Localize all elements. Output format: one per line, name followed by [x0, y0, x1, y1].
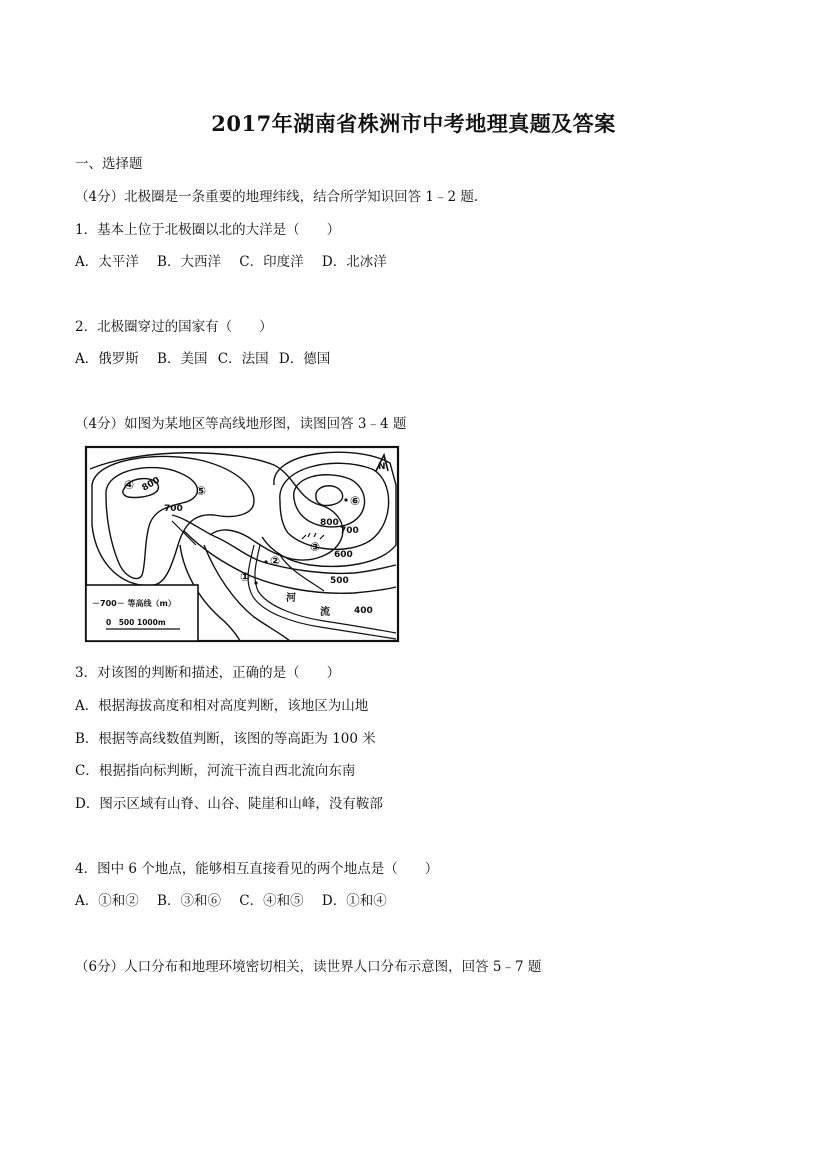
map-legend — [86, 585, 198, 641]
option: D．德国 — [278, 351, 331, 367]
question-2-options — [75, 347, 344, 367]
option: A．①和② — [75, 893, 139, 909]
point-marker-1: ① — [240, 570, 251, 584]
contour-label: 700 — [164, 504, 183, 514]
question-3-option-d: D．图示区域有山脊、山谷、陡崖和山峰，没有鞍部 — [75, 796, 383, 812]
option: A．俄罗斯 — [75, 351, 139, 367]
question-3-option-c: C．根据指向标判断，河流干流自西北流向东南 — [75, 763, 356, 779]
page-title: 2017年湖南省株洲市中考地理真题及答案 — [211, 111, 616, 136]
contour-label: 500 — [330, 576, 349, 586]
contour-map — [84, 445, 402, 643]
option: D．①和④ — [321, 893, 387, 909]
question-1-stem: 1．基本上位于北极圈以北的大洋是（ ） — [75, 222, 341, 238]
contour-label: 700 — [340, 526, 359, 536]
question-3-option-a: A．根据海拔高度和相对高度判断，该地区为山地 — [75, 698, 369, 714]
point-dot — [264, 560, 267, 563]
question-3-option-b: B．根据等高线数值判断，该图的等高距为 100 米 — [75, 731, 376, 747]
point-marker-3: ③ — [310, 540, 321, 554]
option: C．④和⑤ — [239, 893, 304, 909]
option: C．印度洋 — [239, 254, 304, 270]
point-marker-2: ② — [270, 554, 281, 568]
option: A．太平洋 — [75, 254, 139, 270]
contour-label: 400 — [354, 606, 373, 616]
group-intro-2: （4分）如图为某地区等高线地形图，读图回答 3﹣4 题 — [75, 416, 407, 432]
point-marker-5: ⑤ — [196, 484, 207, 498]
contour-map-figure — [84, 445, 402, 643]
legend-scale-text: 0 500 1000m — [106, 618, 166, 627]
north-label: N — [378, 462, 386, 472]
point-dot — [254, 581, 257, 584]
point-marker-6: ⑥ — [350, 494, 361, 508]
option: B．美国 — [157, 351, 208, 367]
point-marker-4: ④ — [124, 478, 135, 492]
question-2-stem: 2．北极圈穿过的国家有（ ） — [75, 319, 273, 335]
legend-contour-text: －700－ 等高线（m） — [92, 599, 176, 608]
question-4-stem: 4．图中 6 个地点，能够相互直接看见的两个地点是（ ） — [75, 861, 439, 877]
option: C．法国 — [217, 351, 269, 367]
group-intro-1: （4分）北极圈是一条重要的地理纬线，结合所学知识回答 1﹣2 题. — [75, 189, 479, 205]
point-dot — [344, 498, 347, 501]
section-heading: 一、选择题 — [75, 156, 143, 172]
option: B．③和⑥ — [157, 893, 221, 909]
question-1-options — [75, 250, 401, 270]
river-label: 河 — [286, 593, 296, 604]
group-intro-3: （6分）人口分布和地理环境密切相关，读世界人口分布示意图，回答 5﹣7 题 — [75, 959, 542, 975]
contour-label: 800 — [320, 518, 339, 528]
option: B．大西洋 — [157, 254, 221, 270]
option: D．北冰洋 — [321, 254, 387, 270]
contour-label: 800 — [140, 475, 162, 494]
river-label: 流 — [320, 607, 330, 618]
question-4-options — [75, 889, 401, 909]
question-3-stem: 3．对该图的判断和描述，正确的是（ ） — [75, 665, 341, 681]
contour-label: 600 — [334, 550, 353, 560]
